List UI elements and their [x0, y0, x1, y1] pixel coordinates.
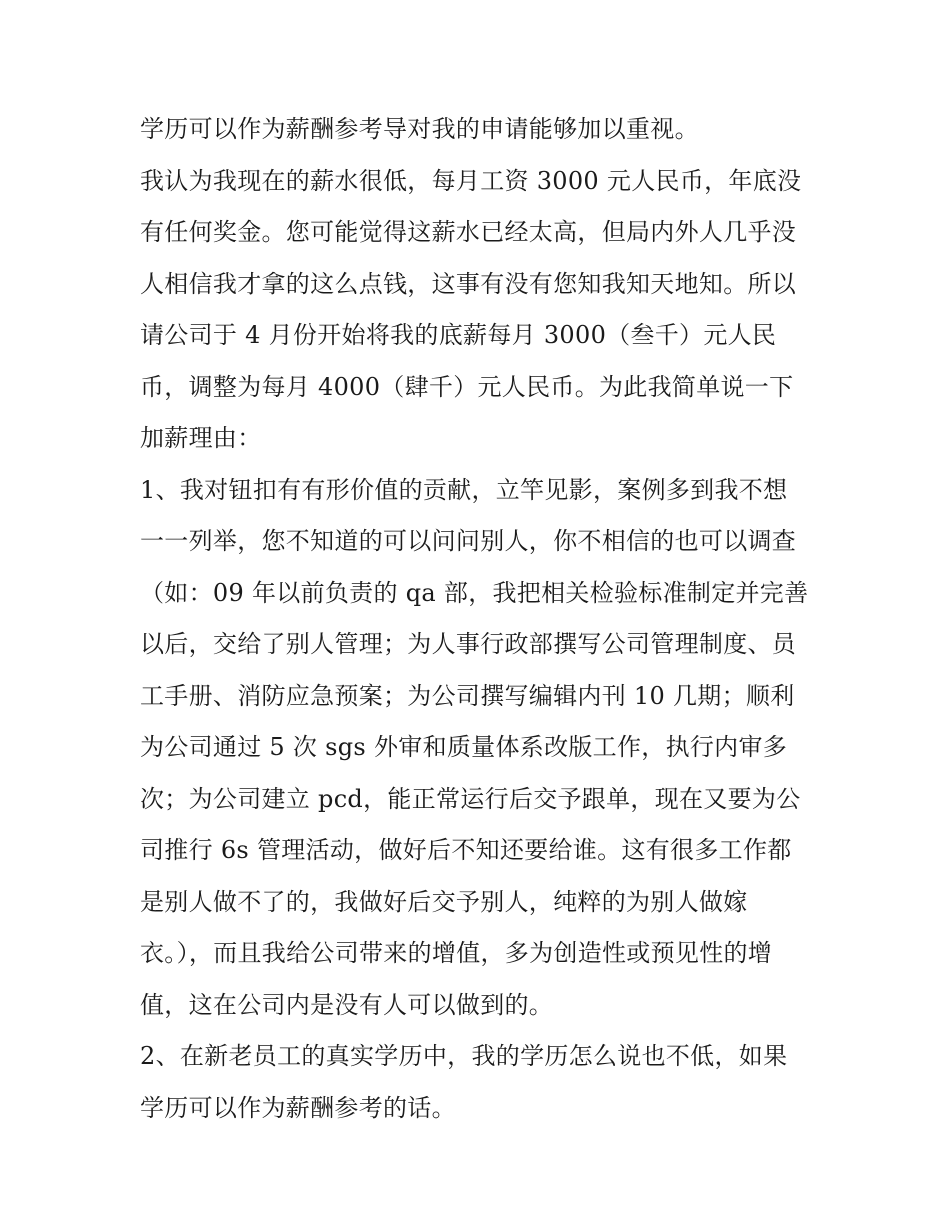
text-line: 学历可以作为薪酬参考导对我的申请能够加以重视。 — [140, 115, 699, 143]
text-line: 有任何奖金。您可能觉得这薪水已经太高，但局内外人几乎没 — [140, 218, 797, 246]
body-text — [140, 104, 840, 1134]
text-line: 请公司于 4 月份开始将我的底薪每月 3000（叁千）元人民 — [140, 321, 777, 349]
text-line: 工手册、消防应急预案；为公司撰写编辑内刊 10 几期；顺利 — [140, 681, 795, 710]
text-line: 加薪理由： — [140, 424, 262, 452]
text-line: 人相信我才拿的这么点钱，这事有没有您知我知天地知。所以 — [140, 269, 797, 298]
text-line: 为公司通过 5 次 sgs 外审和质量体系改版工作，执行内审多 — [140, 733, 788, 761]
text-line: 以后，交给了别人管理；为人事行政部撰写公司管理制度、员 — [140, 630, 797, 658]
text-line: 2、在新老员工的真实学历中，我的学历怎么说也不低，如果 — [140, 1042, 788, 1070]
text-line: 衣。），而且我给公司带来的增值，多为创造性或预见性的增 — [140, 939, 773, 967]
text-line: 是别人做不了的，我做好后交予别人，纯粹的为别人做嫁 — [140, 887, 748, 916]
text-line: 次；为公司建立 pcd，能正常运行后交予跟单，现在又要为公 — [140, 784, 801, 813]
text-line: 司推行 6s 管理活动，做好后不知还要给谁。这有很多工作都 — [140, 836, 792, 864]
text-line: 一一列举，您不知道的可以问问别人，你不相信的也可以调查 — [140, 527, 797, 555]
text-line: （如：09 年以前负责的 qa 部，我把相关检验标准制定并完善 — [140, 578, 809, 607]
text-line: 我认为我现在的薪水很低，每月工资 3000 元人民币，年底没 — [140, 166, 802, 195]
text-line: 币，调整为每月 4000（肆千）元人民币。为此我简单说一下 — [140, 372, 794, 401]
text-line: 1、我对钮扣有有形价值的贡献，立竿见影，案例多到我不想 — [140, 475, 788, 504]
text-line: 值，这在公司内是没有人可以做到的。 — [140, 990, 554, 1019]
text-line: 学历可以作为薪酬参考的话。 — [140, 1093, 456, 1122]
